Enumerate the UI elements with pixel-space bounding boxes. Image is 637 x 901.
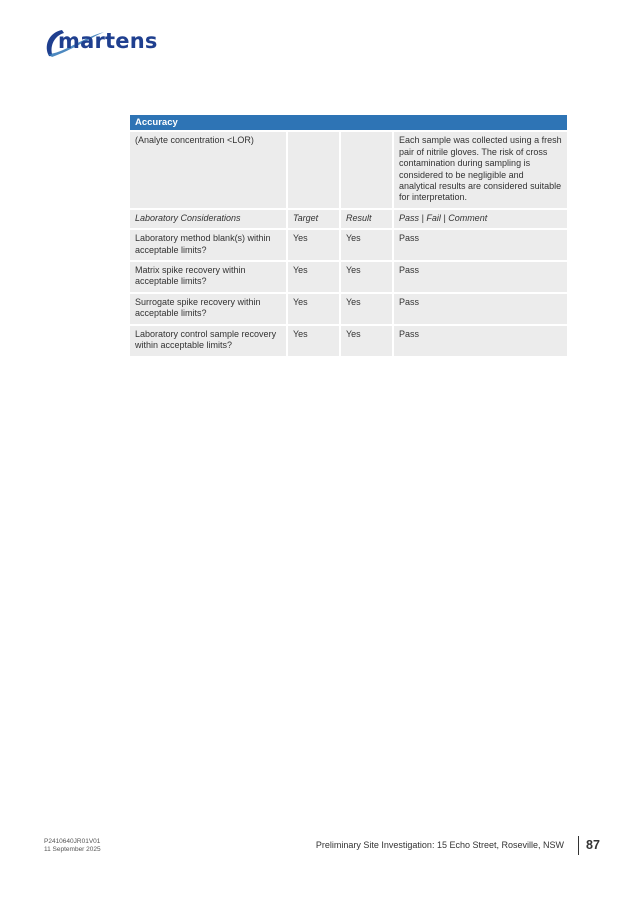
comment-cell: Pass — [394, 326, 567, 356]
result-cell: Yes — [341, 230, 392, 260]
result-cell: Yes — [341, 326, 392, 356]
table-row — [130, 230, 567, 260]
page-number: 87 — [586, 838, 600, 852]
doc-reference: P2410640JR01V01 — [44, 838, 101, 845]
table-header: Accuracy — [130, 115, 567, 130]
table-header-row — [130, 115, 567, 130]
consideration-cell: Matrix spike recovery within acceptable limits? — [130, 262, 286, 292]
result-cell: Yes — [341, 262, 392, 292]
result-cell: Yes — [341, 294, 392, 324]
consideration-cell: Laboratory method blank(s) within acceptable limits? — [130, 230, 286, 260]
table-row — [130, 262, 567, 292]
doc-date: 11 September 2025 — [44, 846, 101, 853]
column-header: Pass | Fail | Comment — [394, 210, 567, 228]
column-header: Laboratory Considerations — [130, 210, 286, 228]
consideration-cell: Laboratory control sample recovery within acceptable limits? — [130, 326, 286, 356]
footer-doc-info — [44, 838, 101, 854]
intro-comment: Each sample was collected using a fresh pair of nitrile gloves. The risk of cross contamination during sampling is considered to be negligible and analytical results are considered suitable for interpretation. — [394, 132, 567, 207]
comment-cell: Pass — [394, 230, 567, 260]
table-row — [130, 326, 567, 356]
target-cell: Yes — [288, 294, 339, 324]
consideration-cell: Surrogate spike recovery within acceptable limits? — [130, 294, 286, 324]
accuracy-table — [128, 113, 569, 358]
target-cell: Yes — [288, 326, 339, 356]
table-row — [130, 294, 567, 324]
target-cell: Yes — [288, 230, 339, 260]
comment-cell: Pass — [394, 262, 567, 292]
footer-divider — [578, 836, 579, 855]
footer-title: Preliminary Site Investigation: 15 Echo Street, Roseville, NSW — [315, 840, 564, 850]
column-header-row — [130, 210, 567, 228]
logo-text: martens — [58, 29, 158, 53]
comment-cell: Pass — [394, 294, 567, 324]
column-header: Result — [341, 210, 392, 228]
intro-row — [130, 132, 567, 207]
column-header: Target — [288, 210, 339, 228]
target-cell: Yes — [288, 262, 339, 292]
intro-label: (Analyte concentration <LOR) — [130, 132, 286, 207]
